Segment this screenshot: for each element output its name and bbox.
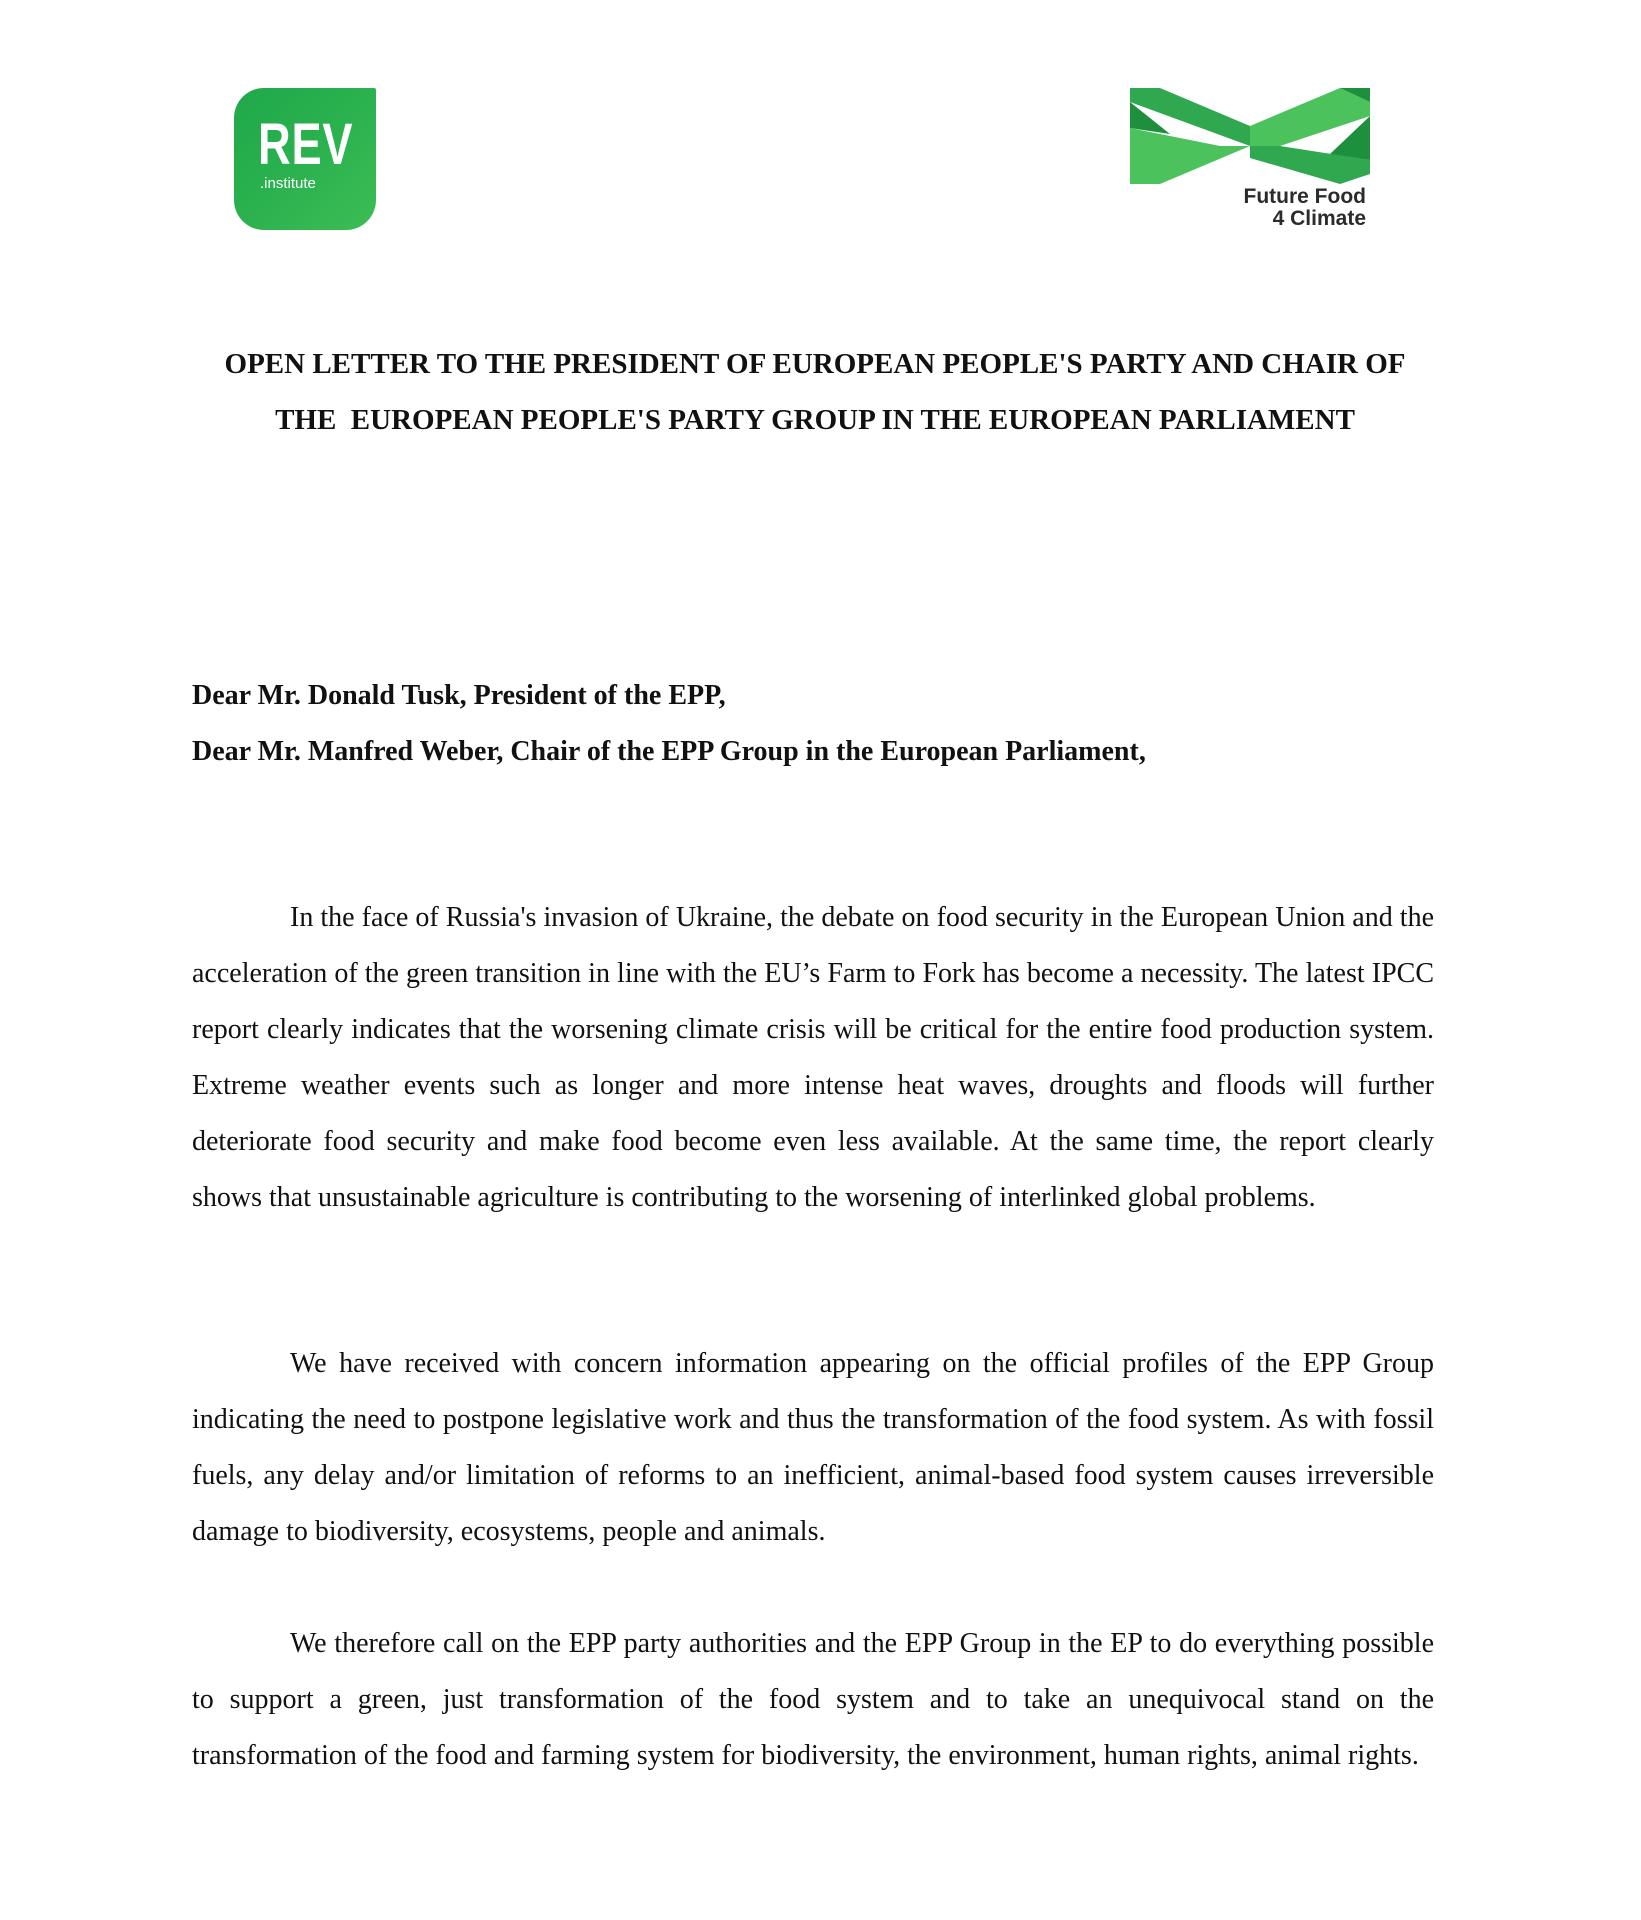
future-food-ribbon-icon: [1130, 88, 1370, 188]
future-food-line1: Future Food: [1243, 185, 1366, 208]
body-paragraph-3: We therefore call on the EPP party authorities and the EPP Group in the EP to do everything possible to support a green, just transformation of the food system and to take an unequivocal stand on the transformation of the food and farming system for biodiversity, the environment, human rights, animal rights.: [192, 1628, 1434, 1771]
salutation-line-tusk: Dear Mr. Donald Tusk, President of the EPP,: [192, 680, 726, 711]
rev-logo-word: REV: [258, 112, 354, 177]
future-food-line2: 4 Climate: [1272, 207, 1366, 230]
body-paragraph-1: In the face of Russia's invasion of Ukraine, the debate on food security in the European Union and the acceleration of the green transition in line with the EU’s Farm to Fork has become a necessity. The latest IPCC report clearly indicates that the worsening climate crisis will be critical for the entire food production system. Extreme weather events such as longer and more intense heat waves, droughts and floods will further deteriorate food security and make food become even less available. At the same time, the report clearly shows that unsustainable agriculture is contributing to the worsening of interlinked global problems.: [192, 902, 1434, 1213]
rev-institute-logo: [234, 88, 376, 230]
body-paragraph-2: We have received with concern information appearing on the official profiles of the EPP Group indicating the need to postpone legislative work and thus the transformation of the food system. As with fossil fuels, any delay and/or limitation of reforms to an inefficient, animal-based food system causes irreversible damage to biodiversity, ecosystems, people and animals.: [192, 1348, 1434, 1547]
salutation-line-weber: Dear Mr. Manfred Weber, Chair of the EPP Group in the European Parliament,: [192, 736, 1146, 767]
future-food-wordmark: [1244, 186, 1366, 230]
salutation-block: [192, 668, 1442, 780]
rev-logo-subtext: .institute: [260, 175, 316, 192]
letter-title: OPEN LETTER TO THE PRESIDENT OF EUROPEAN PEOPLE'S PARTY AND CHAIR OF THE EUROPEAN PEOPLE'S PARTY GROUP IN THE EUROPEAN PARLIAMENT: [224, 348, 1413, 436]
future-food-4-climate-logo: [1130, 88, 1370, 238]
